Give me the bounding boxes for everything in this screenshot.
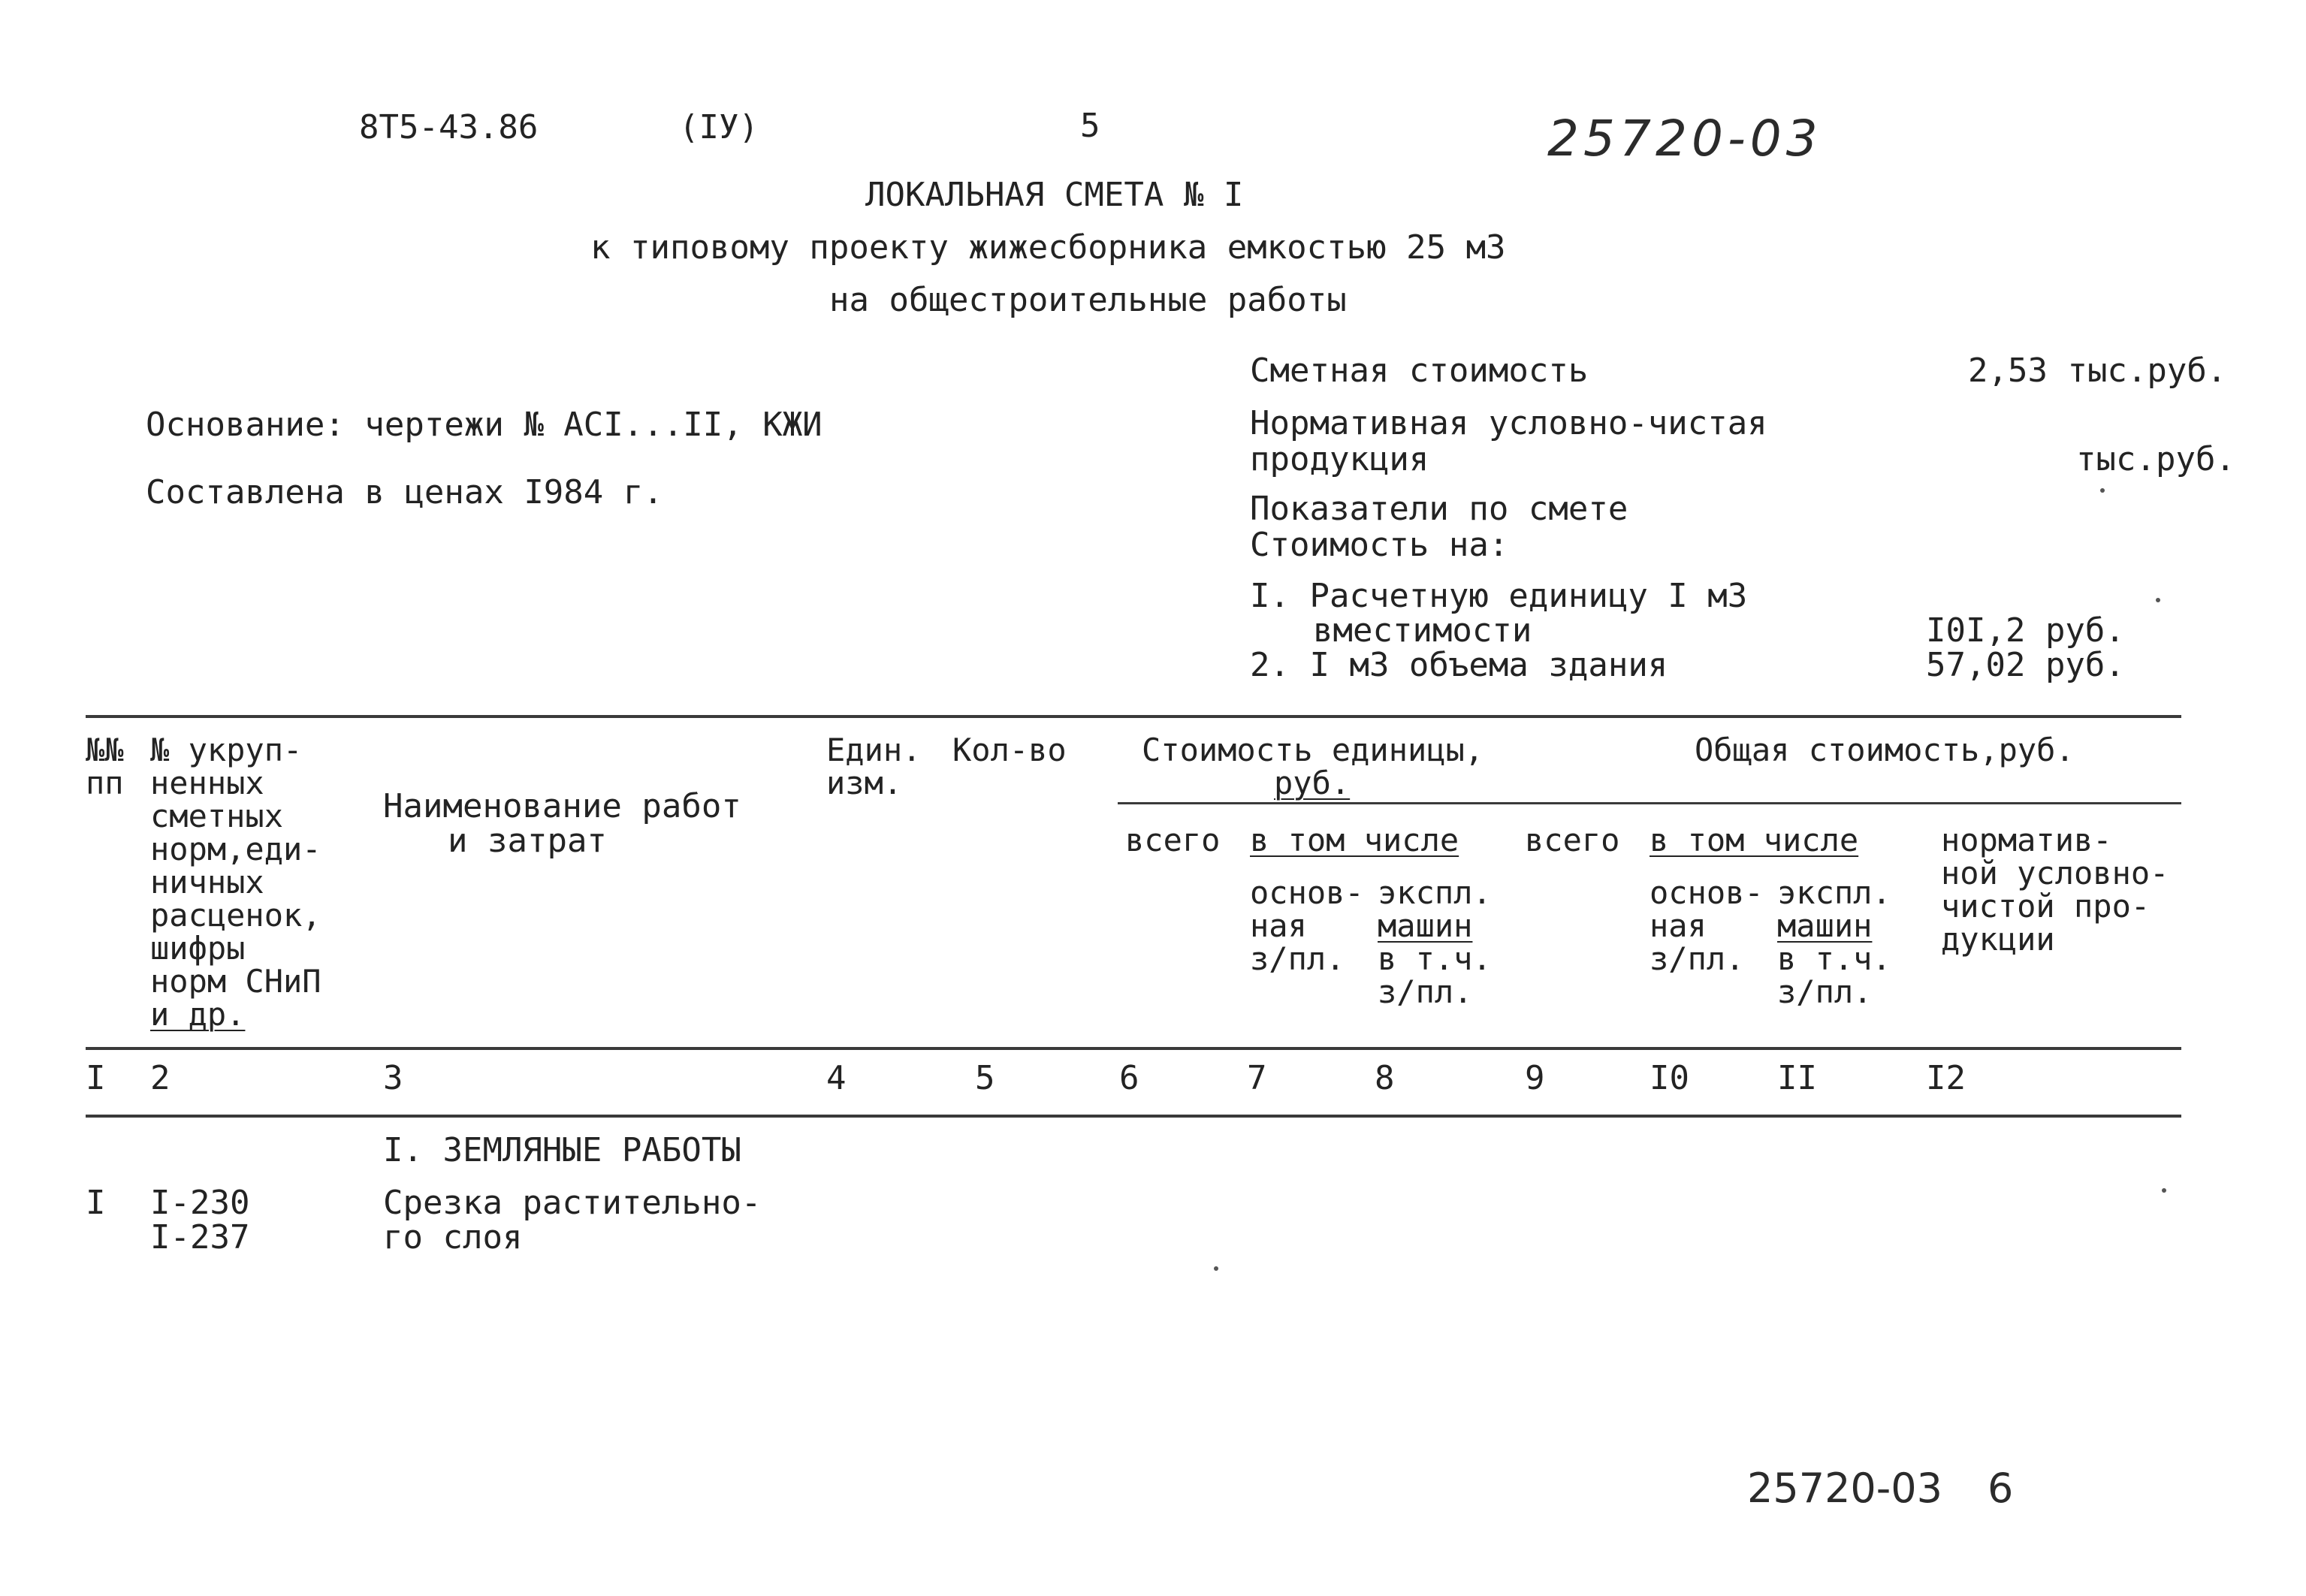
unit-cost-header-line-1: Стоимость единицы, bbox=[1142, 732, 1484, 768]
unit-machine-line: в т.ч. bbox=[1378, 940, 1492, 977]
column-number: 7 bbox=[1247, 1059, 1267, 1097]
col-1-header-line-1: №№ bbox=[86, 732, 124, 768]
col-2-header-line: ничных bbox=[150, 864, 264, 901]
col-2-header-line: расценок, bbox=[150, 897, 321, 934]
col-2-header-line: норм СНиП bbox=[150, 963, 321, 1000]
unit-cost-header-line-2: руб. bbox=[1274, 765, 1351, 801]
col-3-header-line-2: и затрат bbox=[448, 822, 607, 860]
section-title: I. ЗЕМЛЯНЫЕ РАБОТЫ bbox=[383, 1131, 741, 1169]
estimated-cost-label: Сметная стоимость bbox=[1250, 351, 1589, 390]
document-title: ЛОКАЛЬНАЯ СМЕТА № I bbox=[865, 176, 1244, 214]
document-subtitle-works: на общестроительные работы bbox=[829, 281, 1347, 319]
column-number: II bbox=[1777, 1059, 1817, 1097]
col-4-header-line-2: изм. bbox=[826, 765, 903, 801]
handwritten-footer-code: 25720-03 bbox=[1747, 1465, 1942, 1512]
unit-basic-wage-line: з/пл. bbox=[1250, 940, 1345, 977]
indicator-2-value: 57,02 руб. bbox=[1926, 646, 2125, 684]
scan-speck bbox=[1214, 1266, 1218, 1271]
indicator-2-label: 2. I м3 объема здания bbox=[1250, 646, 1668, 684]
row-name: Срезка растительно- bbox=[383, 1184, 762, 1222]
scan-speck bbox=[2162, 1188, 2166, 1193]
scan-speck bbox=[2100, 488, 2105, 493]
indicators-label: Показатели по смете bbox=[1250, 490, 1628, 528]
normative-product-label-1: Нормативная условно-чистая bbox=[1250, 404, 1767, 442]
column-number: 5 bbox=[975, 1059, 995, 1097]
col-2-header-line: сметных bbox=[150, 798, 284, 834]
col-1-header-line-2: пп bbox=[86, 765, 124, 801]
basis-drawings: Основание: чертежи № АСI...II, КЖИ bbox=[146, 406, 822, 444]
header-bottom-rule bbox=[86, 1047, 2181, 1050]
col-2-header-line: шифры bbox=[150, 930, 246, 967]
col-3-header-line-1: Наименование работ bbox=[383, 787, 741, 825]
col-2-header-line: и др. bbox=[150, 996, 246, 1033]
normative-product-value: тыс.руб. bbox=[2076, 440, 2235, 478]
scan-speck bbox=[2156, 598, 2160, 602]
column-number: I bbox=[86, 1059, 106, 1097]
column-number: 3 bbox=[383, 1059, 403, 1097]
unit-machine-line: машин bbox=[1378, 907, 1473, 944]
total-basic-wage-line: з/пл. bbox=[1650, 940, 1745, 977]
page-number: 5 bbox=[1080, 107, 1100, 145]
column-number: 4 bbox=[826, 1059, 847, 1097]
document-code: 8Т5-43.86 bbox=[359, 108, 539, 146]
col-4-header-line-1: Един. bbox=[826, 732, 922, 768]
column-number: I2 bbox=[1926, 1059, 1966, 1097]
column-number-bottom-rule bbox=[86, 1115, 2181, 1118]
document-subtitle-project: к типовому проекту жижесборника емкостью 25 м3 bbox=[590, 228, 1506, 267]
cost-group-rule bbox=[1118, 802, 2181, 804]
total-basic-wage-line: основ- bbox=[1650, 874, 1764, 911]
total-machine-line: з/пл. bbox=[1777, 973, 1873, 1010]
handwritten-document-code: 25720-03 bbox=[1547, 110, 1822, 167]
indicator-1-label: I. Расчетную единицу I м3 bbox=[1250, 577, 1748, 615]
total-machine-line: в т.ч. bbox=[1777, 940, 1891, 977]
normative-col-line: дукции bbox=[1941, 921, 2055, 958]
column-number: I0 bbox=[1650, 1059, 1689, 1097]
estimated-cost-value: 2,53 тыс.руб. bbox=[1968, 351, 2227, 390]
total-machine-line: машин bbox=[1777, 907, 1873, 944]
total-basic-wage-line: ная bbox=[1650, 907, 1707, 944]
handwritten-footer-page: 6 bbox=[1988, 1465, 2014, 1512]
unit-machine-line: з/пл. bbox=[1378, 973, 1473, 1010]
column-number: 2 bbox=[150, 1059, 171, 1097]
normative-col-line: норматив- bbox=[1941, 822, 2112, 858]
normative-col-line: чистой про- bbox=[1941, 888, 2151, 925]
unit-cost-total-header: всего bbox=[1125, 822, 1221, 858]
normative-product-label-2: продукция bbox=[1250, 440, 1429, 478]
col-5-header: Кол-во bbox=[952, 732, 1067, 768]
normative-col-line: ной условно- bbox=[1941, 855, 2169, 892]
indicator-1-value: I0I,2 руб. bbox=[1926, 611, 2125, 650]
cost-per-label: Стоимость на: bbox=[1250, 526, 1509, 564]
indicator-1-label-cont: вместимости bbox=[1313, 611, 1532, 650]
col-2-header-line: ненных bbox=[150, 765, 264, 801]
unit-machine-line: экспл. bbox=[1378, 874, 1492, 911]
table-top-rule bbox=[86, 715, 2181, 718]
col-2-header-line: № укруп- bbox=[150, 732, 303, 768]
total-machine-line: экспл. bbox=[1777, 874, 1891, 911]
column-number: 9 bbox=[1525, 1059, 1545, 1097]
column-number: 6 bbox=[1119, 1059, 1139, 1097]
row-code: I-237 bbox=[150, 1218, 250, 1257]
row-name: го слоя bbox=[383, 1218, 523, 1257]
unit-cost-incl-header: в том числе bbox=[1250, 822, 1459, 858]
unit-basic-wage-line: ная bbox=[1250, 907, 1307, 944]
row-number: I bbox=[86, 1184, 106, 1222]
unit-basic-wage-line: основ- bbox=[1250, 874, 1364, 911]
row-code: I-230 bbox=[150, 1184, 250, 1222]
column-number: 8 bbox=[1375, 1059, 1395, 1097]
volume-number: (IУ) bbox=[679, 108, 759, 146]
basis-price-year: Составлена в ценах I984 г. bbox=[146, 473, 663, 511]
total-cost-incl-header: в том числе bbox=[1650, 822, 1859, 858]
col-2-header-line: норм,еди- bbox=[150, 831, 321, 867]
total-cost-total-header: всего bbox=[1525, 822, 1620, 858]
total-cost-header: Общая стоимость,руб. bbox=[1695, 732, 2075, 768]
